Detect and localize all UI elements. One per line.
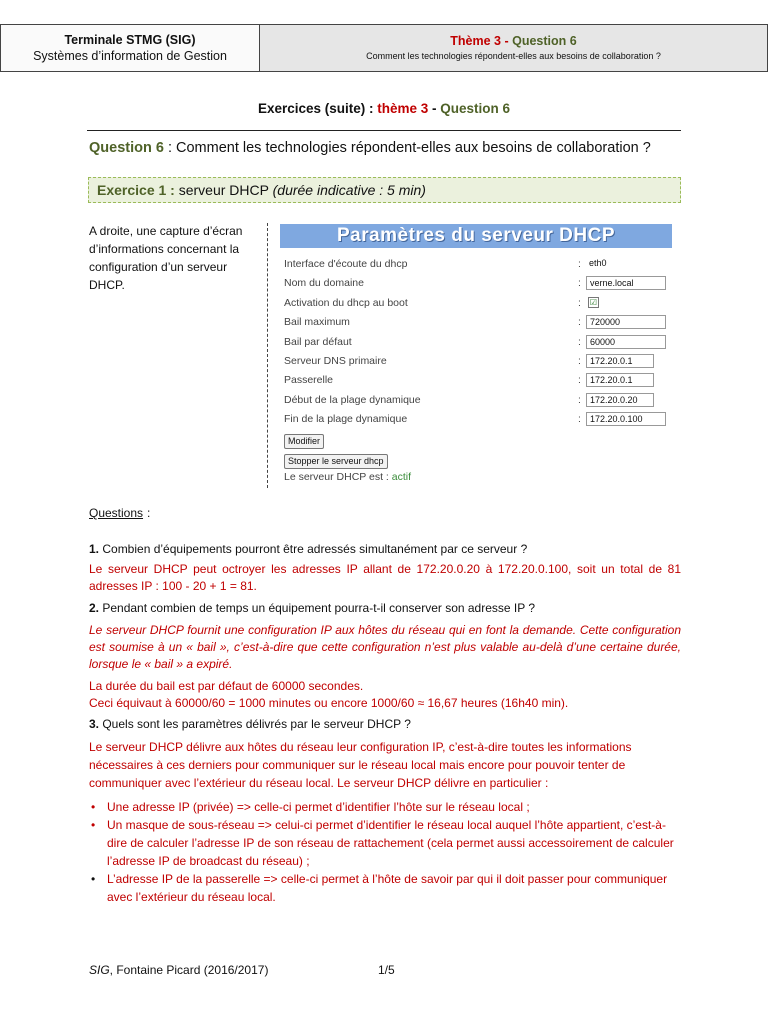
row-colon: :: [578, 277, 581, 290]
modify-button[interactable]: Modifier: [284, 434, 324, 449]
row-label: Activation du dhcp au boot: [284, 296, 408, 309]
dhcp-row-domain: [280, 274, 672, 293]
header-question: Question 6: [512, 34, 577, 48]
row-colon: :: [578, 335, 581, 348]
answer-2-definition: Le serveur DHCP fournit une configuration IP aux hôtes du réseau qui en font la demande. Cette configuration est soumise à un « bail », c’est-à-dire que cette configuration n’est plus valable au-delà d’une certaine durée, lorsque le « bail » a expiré.: [89, 623, 681, 671]
row-colon: :: [578, 296, 581, 309]
dns-field[interactable]: 172.20.0.1: [586, 354, 654, 368]
title-divider: [87, 130, 681, 131]
dhcp-settings-panel: [280, 224, 672, 486]
question-3: [89, 716, 681, 733]
exercise-box: [88, 177, 681, 203]
title-prefix: Exercices (suite) :: [257, 101, 378, 116]
domain-field[interactable]: verne.local: [586, 276, 666, 290]
footer-sig: SIG: [89, 963, 110, 977]
question-1: [89, 541, 681, 558]
dhcp-row-range-start: [280, 391, 672, 410]
exercise-name: serveur DHCP: [174, 182, 273, 198]
answer-2-conversion: Ceci équivaut à 60000/60 = 1000 minutes ou encore 1000/60 ≈ 16,67 heures (16h40 min).: [89, 696, 569, 710]
row-colon: :: [578, 374, 581, 387]
stop-dhcp-button[interactable]: Stopper le serveur dhcp: [284, 454, 388, 469]
page-number: 1/5: [378, 963, 395, 977]
answer-3: Le serveur DHCP délivre aux hôtes du réseau leur configuration IP, c’est-à-dire toutes les informations nécessaires à ces derniers pour communiquer sur le réseau local mais encore pour pouvoir tenter de communiquer avec l’extérieur du réseau local. Le serveur DHCP délivre en particulier :: [89, 740, 632, 790]
answer-2-duration: La durée du bail est par défaut de 60000 secondes.: [89, 679, 364, 693]
title-question: Question 6: [440, 101, 511, 116]
row-label: Début de la plage dynamique: [284, 393, 421, 406]
dhcp-row-interface: [280, 255, 672, 274]
dhcp-row-gateway: [280, 371, 672, 390]
list-item: • Une adresse IP (privée) => celle-ci permet d’identifier l’hôte sur le réseau local ;: [89, 798, 681, 816]
q2-text: Pendant combien de temps un équipement pourra-t-il conserver son adresse IP ?: [99, 601, 536, 615]
row-label: Serveur DNS primaire: [284, 354, 387, 367]
dhcp-row-max-lease: [280, 313, 672, 332]
dhcp-banner: Paramètres du serveur DHCP: [280, 224, 672, 248]
row-label: Passerelle: [284, 374, 334, 387]
page-header: [0, 24, 768, 72]
question-label: Question 6: [89, 140, 164, 156]
interface-value[interactable]: eth0: [586, 257, 654, 271]
q3-number: 3.: [89, 717, 100, 731]
question-heading: [89, 140, 651, 156]
header-course: [1, 25, 260, 71]
row-label: Bail par défaut: [284, 335, 352, 348]
row-colon: :: [578, 354, 581, 367]
range-start-field[interactable]: 172.20.0.20: [586, 393, 654, 407]
footer-credit: [89, 963, 268, 977]
dhcp-row-dns: [280, 352, 672, 371]
title-sep: -: [428, 101, 441, 116]
header-theme: Thème 3: [450, 34, 501, 48]
row-colon: :: [578, 316, 581, 329]
title-theme: thème 3: [377, 101, 429, 116]
answer-3-list: [89, 798, 681, 906]
header-topic: [260, 25, 767, 71]
header-theme-line: [450, 33, 576, 49]
question-text: : Comment les technologies répondent-elles aux besoins de collaboration ?: [163, 140, 651, 156]
dhcp-row-range-end: [280, 410, 672, 429]
row-label: Interface d'écoute du dhcp: [284, 258, 408, 270]
q1-text: Combien d’équipements pourront être adressés simultanément par ce serveur ?: [99, 542, 528, 556]
header-sep: -: [501, 34, 513, 48]
dhcp-row-boot: [280, 294, 672, 313]
gateway-field[interactable]: 172.20.0.1: [586, 373, 654, 387]
exercise-duration: (durée indicative : 5 min): [272, 182, 426, 198]
list-item-text: L’adresse IP de la passerelle => celle-ci permet à l’hôte de savoir par qui il doit passer pour communiquer avec l’extérieur du réseau local.: [107, 872, 668, 904]
q1-number: 1.: [89, 542, 100, 556]
q2-number: 2.: [89, 601, 100, 615]
course-subtitle: Systèmes d’information de Gestion: [33, 49, 227, 63]
exercise-label: Exercice 1 :: [97, 182, 175, 198]
questions-colon: :: [147, 506, 151, 520]
questions-heading: Questions: [89, 506, 144, 520]
intro-text: A droite, une capture d’écran d’informations concernant la configuration d’un serveur DHCP.: [89, 224, 243, 292]
row-colon: :: [578, 413, 581, 426]
header-subtitle: Comment les technologies répondent-elles aux besoins de collaboration ?: [366, 51, 661, 61]
q3-text: Quels sont les paramètres délivrés par le serveur DHCP ?: [99, 717, 411, 731]
footer-text: , Fontaine Picard (2016/2017): [109, 963, 269, 977]
course-title: Terminale STMG (SIG): [64, 33, 196, 47]
list-item: • Un masque de sous-réseau => celui-ci permet d’identifier le réseau local auquel l’hôte appartient, c’est-à-dire de calculer l’adresse IP de son réseau de rattachement (cela permet aussi accessoirement de calculer l’adresse IP de broadcast du réseau) ;: [89, 816, 681, 870]
boot-checkbox[interactable]: ☑: [589, 297, 598, 307]
dhcp-status: [284, 471, 411, 483]
status-value: actif: [391, 471, 412, 483]
dhcp-row-default-lease: [280, 333, 672, 352]
default-lease-field[interactable]: 60000: [586, 335, 666, 349]
row-label: Nom du domaine: [284, 277, 364, 290]
row-label: Fin de la plage dynamique: [284, 413, 408, 426]
row-colon: :: [578, 393, 581, 406]
max-lease-field[interactable]: 720000: [586, 315, 666, 329]
range-end-field[interactable]: 172.20.0.100: [586, 412, 666, 426]
page-title: [0, 101, 768, 116]
list-item: [89, 870, 681, 906]
row-colon: :: [578, 258, 581, 270]
answer-1: Le serveur DHCP peut octroyer les adresses IP allant de 172.20.0.20 à 172.20.0.100, soit un total de 81 adresses IP : 100 - 20 + 1 = 81.: [89, 562, 681, 593]
row-label: Bail maximum: [284, 316, 350, 329]
vertical-divider: [267, 223, 268, 488]
question-2: [89, 600, 681, 617]
status-prefix: Le serveur DHCP est :: [284, 471, 392, 483]
